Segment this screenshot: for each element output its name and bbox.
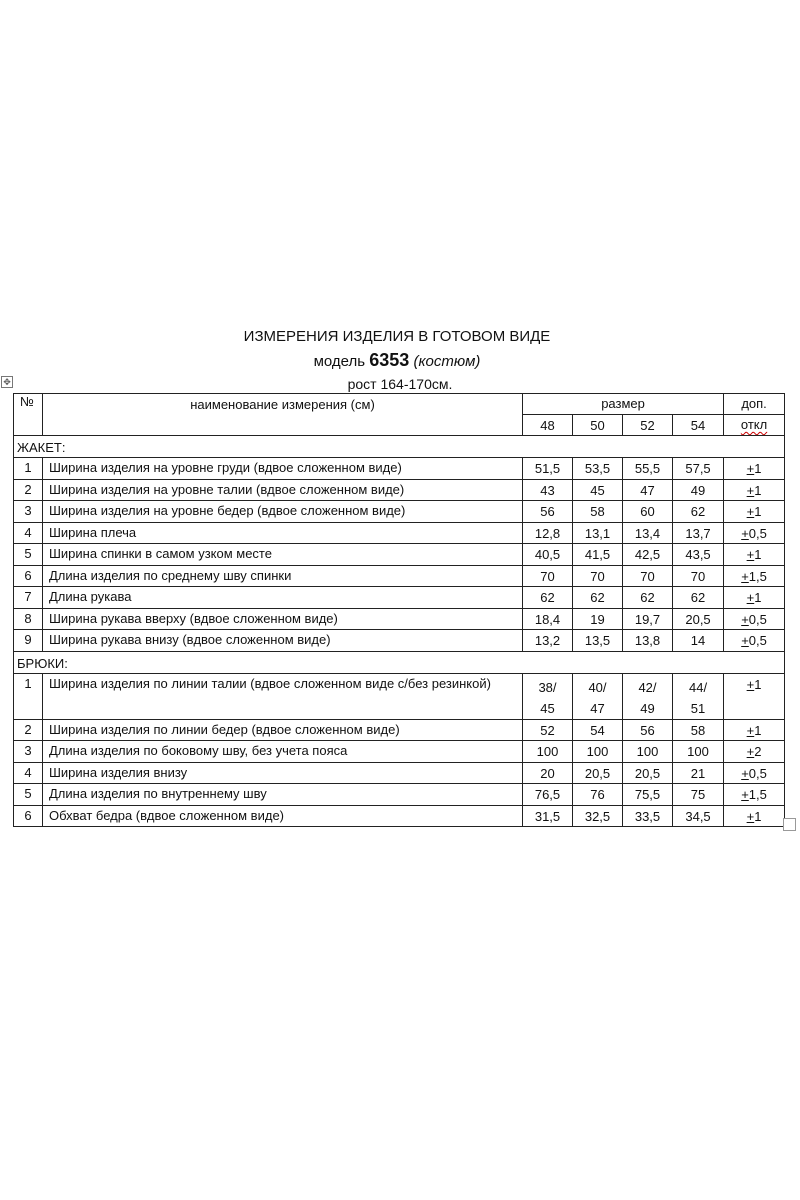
size-value: 76,5 [523,784,573,806]
size-value: 56 [523,501,573,523]
size-value [623,673,673,719]
size-value: 100 [673,741,724,763]
size-value: 58 [673,719,724,741]
size-value: 70 [523,565,573,587]
table-row [14,741,785,763]
size-value: 70 [573,565,623,587]
size-value: 19,7 [623,608,673,630]
size-value: 62 [523,587,573,609]
section-title: БРЮКИ: [14,651,785,673]
tolerance-amount: 2 [754,744,762,759]
size-value: 13,8 [623,630,673,652]
size-value: 43 [523,479,573,501]
tolerance-amount: 0,5 [748,633,767,648]
tolerance-sign: + [746,504,755,519]
tolerance-sign: + [746,547,755,562]
document-title-block [0,326,800,394]
size-value [673,673,724,719]
tolerance-sign: + [746,722,755,738]
tolerance-value [724,522,785,544]
tolerance-value [724,544,785,566]
size-value: 62 [623,587,673,609]
table-row [14,522,785,544]
model-prefix: модель [313,353,366,370]
size-value: 100 [623,741,673,763]
size-value: 20,5 [623,762,673,784]
tolerance-amount: 0,5 [748,765,767,781]
tolerance-sign: + [741,611,749,627]
measurement-name: Ширина изделия на уровне бедер (вдвое сложенном виде) [43,501,523,523]
tolerance-value [724,565,785,587]
size-value: 42,5 [623,544,673,566]
row-number: 6 [14,565,43,587]
row-number: 1 [14,673,43,719]
row-number: 6 [14,805,43,827]
table-row [14,608,785,630]
size-value: 45 [573,479,623,501]
size-value-line: 51 [690,700,706,716]
size-value: 18,4 [523,608,573,630]
model-kind: (костюм) [413,353,481,370]
row-number: 2 [14,479,43,501]
size-value-line: 44/ [688,679,708,695]
tolerance-amount: 1 [754,808,762,824]
size-value-line: 45 [540,700,555,716]
table-row [14,587,785,609]
measurement-name: Ширина спинки в самом узком месте [43,544,523,566]
size-value: 31,5 [523,805,573,827]
size-value: 20,5 [673,608,724,630]
move-handle-icon[interactable]: ✥ [1,376,13,388]
tolerance-value [724,501,785,523]
size-value: 33,5 [623,805,673,827]
resize-handle-icon[interactable] [783,818,796,831]
table-row [14,762,785,784]
row-number: 5 [14,544,43,566]
tolerance-sign: + [741,525,749,541]
row-number: 8 [14,608,43,630]
tolerance-value [724,784,785,806]
size-value: 19 [573,608,623,630]
tolerance-sign: + [746,590,755,605]
tolerance-value [724,805,785,827]
size-value: 70 [673,565,724,587]
size-value: 52 [523,719,573,741]
size-value [573,673,623,719]
table-row [14,673,785,719]
size-value: 75 [673,784,724,806]
measurements-table [13,393,785,827]
tolerance-value [724,458,785,480]
header-size: 50 [573,415,623,436]
size-value: 53,5 [573,458,623,480]
section-row [14,651,785,673]
size-value [523,673,573,719]
size-value-line: 40/ [588,679,607,695]
size-value: 13,4 [623,522,673,544]
row-number: 1 [14,458,43,480]
header-number: № [14,394,43,436]
measurement-name: Ширина изделия на уровне груди (вдвое сложенном виде) [43,458,523,480]
tolerance-amount: 1 [754,504,762,519]
size-value: 14 [673,630,724,652]
size-value: 41,5 [573,544,623,566]
measurement-name: Длина рукава [43,587,523,609]
measurement-name: Длина изделия по боковому шву, без учета пояса [43,741,523,763]
table-row [14,565,785,587]
tolerance-amount: 1,5 [748,568,767,584]
document-title: ИЗМЕРЕНИЯ ИЗДЕЛИЯ В ГОТОВОМ ВИДЕ [243,328,551,345]
size-value: 51,5 [523,458,573,480]
tolerance-amount: 1 [754,482,762,498]
size-value: 43,5 [673,544,724,566]
tolerance-value [724,587,785,609]
tolerance-amount: 1 [754,722,762,738]
size-value-line: 38/ [538,679,557,695]
size-value: 60 [623,501,673,523]
table-row [14,458,785,480]
size-value: 70 [623,565,673,587]
tolerance-sign: + [741,787,749,802]
measurement-name: Длина изделия по внутреннему шву [43,784,523,806]
tolerance-sign: + [741,765,749,781]
row-number: 4 [14,762,43,784]
tolerance-bottom-label: откл [740,417,768,432]
tolerance-amount: 1 [754,676,762,692]
tolerance-amount: 1 [754,461,762,476]
header-size: 48 [523,415,573,436]
table-row [14,479,785,501]
header-size-group: размер [523,394,724,415]
row-number: 5 [14,784,43,806]
size-value-line: 49 [640,700,655,716]
tolerance-amount: 1,5 [748,787,767,802]
tolerance-sign: + [746,676,755,692]
table-row [14,784,785,806]
size-value: 34,5 [673,805,724,827]
row-number: 9 [14,630,43,652]
size-value: 55,5 [623,458,673,480]
size-value: 47 [623,479,673,501]
tolerance-sign: + [746,482,755,498]
tolerance-value [724,762,785,784]
measurement-name: Ширина рукава вверху (вдвое сложенном виде) [43,608,523,630]
measurement-name: Ширина плеча [43,522,523,544]
table-row [14,630,785,652]
measurement-name: Обхват бедра (вдвое сложенном виде) [43,805,523,827]
size-value: 62 [673,587,724,609]
size-value: 20,5 [573,762,623,784]
header-tolerance-top: доп. [724,394,785,415]
tolerance-amount: 1 [754,547,762,562]
size-value: 100 [573,741,623,763]
size-value: 20 [523,762,573,784]
row-number: 4 [14,522,43,544]
row-number: 3 [14,741,43,763]
size-value: 62 [673,501,724,523]
header-measurement-name: наименование измерения (см) [43,394,523,436]
measurement-name: Длина изделия по среднему шву спинки [43,565,523,587]
tolerance-sign: + [741,568,749,584]
model-line [0,348,797,374]
tolerance-sign: + [746,744,755,759]
size-value: 58 [573,501,623,523]
size-value: 49 [673,479,724,501]
tolerance-value [724,741,785,763]
size-value: 13,2 [523,630,573,652]
table-row [14,805,785,827]
measurement-name: Ширина изделия на уровне талии (вдвое сложенном виде) [43,479,523,501]
size-value: 100 [523,741,573,763]
size-value: 13,7 [673,522,724,544]
measurement-name: Ширина изделия внизу [43,762,523,784]
tolerance-sign: + [741,633,749,648]
tolerance-sign: + [746,461,755,476]
tolerance-value [724,608,785,630]
size-value: 56 [623,719,673,741]
tolerance-value [724,719,785,741]
measurement-name: Ширина рукава внизу (вдвое сложенном виде) [43,630,523,652]
row-number: 3 [14,501,43,523]
size-value: 40,5 [523,544,573,566]
size-value: 62 [573,587,623,609]
height-range: рост 164-170см. [347,376,453,392]
model-number: 6353 [369,350,410,370]
row-number: 2 [14,719,43,741]
tolerance-amount: 0,5 [748,525,767,541]
size-value-line: 47 [590,700,605,716]
measurement-name: Ширина изделия по линии бедер (вдвое сложенном виде) [43,719,523,741]
header-size: 54 [673,415,724,436]
size-value: 21 [673,762,724,784]
tolerance-amount: 1 [754,590,762,605]
measurement-name: Ширина изделия по линии талии (вдвое сложенном виде с/без резинкой) [43,673,523,719]
header-size: 52 [623,415,673,436]
size-value-line: 42/ [638,679,657,695]
table-row [14,544,785,566]
size-value: 32,5 [573,805,623,827]
row-number: 7 [14,587,43,609]
size-value: 13,1 [573,522,623,544]
table-row [14,501,785,523]
size-value: 76 [573,784,623,806]
header-tolerance-bottom [724,415,785,436]
section-row [14,436,785,458]
tolerance-value [724,479,785,501]
tolerance-amount: 0,5 [748,611,767,627]
section-title: ЖАКЕТ: [14,436,785,458]
table-row [14,719,785,741]
size-value: 12,8 [523,522,573,544]
tolerance-sign: + [746,808,755,824]
size-value: 54 [573,719,623,741]
tolerance-value [724,630,785,652]
size-value: 13,5 [573,630,623,652]
size-value: 75,5 [623,784,673,806]
tolerance-value [724,673,785,719]
size-value: 57,5 [673,458,724,480]
